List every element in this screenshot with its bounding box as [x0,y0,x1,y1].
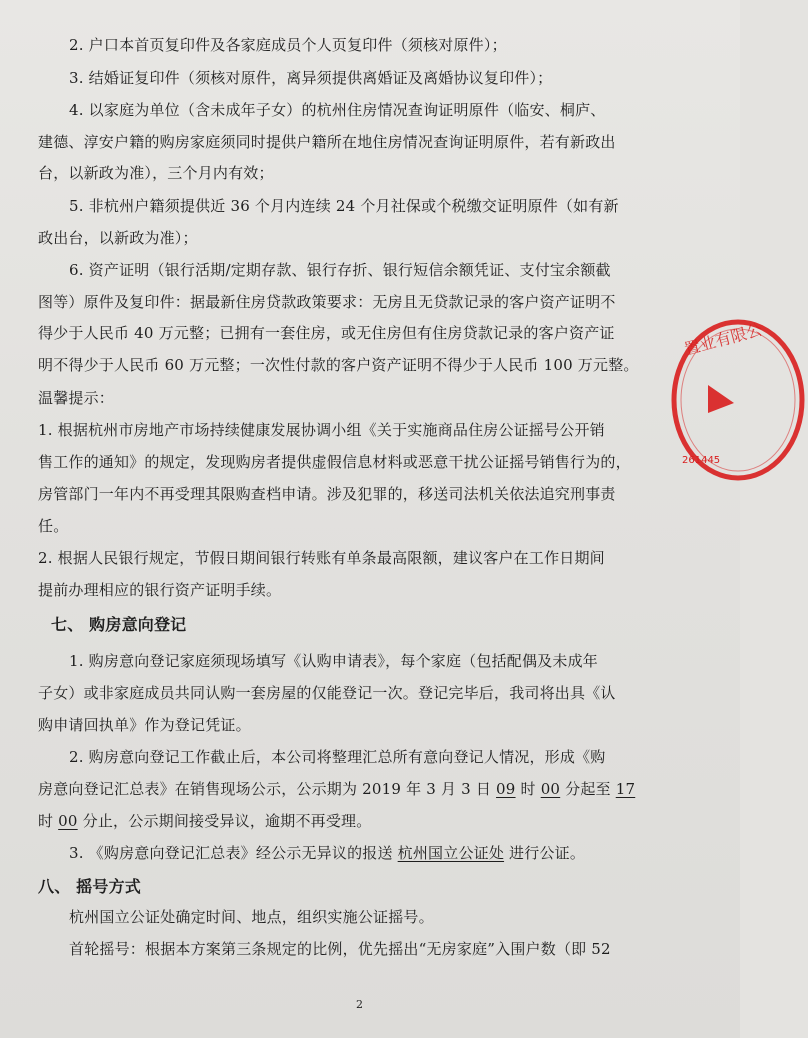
filled-minute: 00 [58,812,78,830]
text-segment: 进行公证。 [509,844,586,862]
text-segment: 分起至 [565,780,611,798]
company-seal-stamp [668,315,808,485]
text-segment: 时 [520,780,536,798]
text-segment: 3. 《购房意向登记汇总表》经公示无异议的报送 [69,844,393,862]
text-line: 台，以新政为准），三个月内有效； [38,164,274,182]
text-line: 5. 非杭州户籍须提供近 36 个月内连续 24 个月社保或个税缴交证明原件（如有新 [69,197,619,215]
text-line: 房管部门一年内不再受理其限购查档申请。涉及犯罪的，移送司法机关依法追究刑事责 [38,485,616,503]
star-icon [708,385,734,413]
section-label: 温馨提示： [38,389,115,407]
text-line [69,842,585,864]
text-line: 明不得少于人民币 60 万元整；一次性付款的客户资产证明不得少于人民币 100 万元整。 [38,356,639,374]
text-line: 4. 以家庭为单位（含未成年子女）的杭州住房情况查询证明原件（临安、桐庐、 [69,101,606,119]
seal-number: 261445 [682,455,721,466]
svg-text:置业有限公: 置业有限公 [682,319,765,359]
page-number: 2 [356,998,363,1011]
text-line: 得少于人民币 40 万元整；已拥有一套住房，或无住房但有住房贷款记录的客户资产证 [38,324,615,342]
text-line: 杭州国立公证处确定时间、地点，组织实施公证摇号。 [69,908,434,926]
text-line: 首轮摇号：根据本方案第三条规定的比例，优先摇出“无房家庭”入围户数（即 52 [69,940,611,958]
filled-minute: 00 [540,780,561,798]
text-line [38,810,371,832]
text-segment: 房意向登记汇总表》在销售现场公示，公示期为 2019 年 3 月 3 日 [38,780,492,798]
text-line: 6. 资产证明（银行活期/定期存款、银行存折、银行短信余额凭证、支付宝余额截 [69,261,611,279]
section-heading: 八、 摇号方式 [38,877,141,896]
text-line: 购申请回执单》作为登记凭证。 [38,716,251,734]
text-line: 3. 结婚证复印件（须核对原件，离异须提供离婚证及离婚协议复印件）； [69,69,553,87]
text-segment: 时 [38,812,54,830]
section-heading: 七、 购房意向登记 [51,615,187,634]
filled-hour: 09 [496,780,516,798]
text-line: 提前办理相应的银行资产证明手续。 [38,581,282,599]
filled-hour: 17 [615,780,636,798]
text-line: 图等）原件及复印件：据最新住房贷款政策要求：无房且无贷款记录的客户资产证明不 [38,293,616,311]
filled-notary-name: 杭州国立公证处 [397,844,505,862]
text-line: 政出台，以新政为准）； [38,229,198,247]
text-line: 子女）或非家庭成员共同认购一套房屋的仅能登记一次。登记完毕后，我司将出具《认 [38,684,616,702]
text-line: 2. 购房意向登记工作截止后，本公司将整理汇总所有意向登记人情况，形成《购 [69,748,606,766]
text-line [38,778,635,800]
text-line: 1. 购房意向登记家庭须现场填写《认购申请表》，每个家庭（包括配偶及未成年 [69,652,598,670]
text-line: 1. 根据杭州市房地产市场持续健康发展协调小组《关于实施商品住房公证摇号公开销 [38,421,605,439]
text-line: 2. 户口本首页复印件及各家庭成员个人页复印件（须核对原件）； [69,36,507,54]
text-line: 任。 [38,517,69,535]
text-line: 2. 根据人民银行规定，节假日期间银行转账有单条最高限额，建议客户在工作日期间 [38,549,605,567]
text-segment: 分止，公示期间接受异议，逾期不再受理。 [82,812,372,830]
text-line: 建德、淳安户籍的购房家庭须同时提供户籍所在地住房情况查询证明原件，若有新政出 [38,133,616,151]
text-line: 售工作的通知》的规定，发现购房者提供虚假信息材料或恶意干扰公证摇号销售行为的， [38,453,631,471]
